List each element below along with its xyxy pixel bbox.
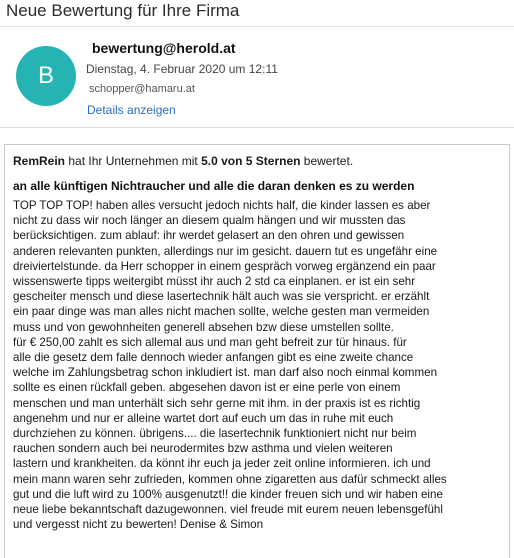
review-headline: an alle künftigen Nichtraucher und alle die daran denken es zu werden: [13, 179, 415, 193]
review-line: angenehm und nur er alleine wartet dort auf euch um das in ruhe mit euch: [13, 411, 394, 425]
review-line: muss und von gewohnheiten generell absehen bzw diese umstellen sollte.: [13, 320, 394, 334]
message-divider: [0, 127, 514, 128]
review-line: alle die gesetz dem falle dennoch wieder anfangen gibt es eine zweite chance: [13, 351, 414, 365]
review-line: lastern und krankheiten. da könnt ihr euch ja jeder zeit online informieren. ich und: [13, 457, 431, 471]
review-line: nicht zu dass wir noch länger an diesem qualm hängen und wir mussten das: [13, 214, 406, 228]
rating-value: 5.0 von 5 Sternen: [201, 154, 301, 168]
email-date: Dienstag, 4. Februar 2020 um 12:11: [86, 62, 278, 76]
review-line: gescheiter mensch und diese lasertechnik hält auch was sie verspricht. er erzählt: [13, 290, 430, 304]
review-card: [4, 144, 510, 558]
review-line: welche im Zahlungsbetrag schon inkludiert ist. man darf also noch einmal kommen: [13, 366, 438, 380]
review-line: neue liebe bekanntschaft dazugewonnen. viel freude mit eurem neuen lebensgefühl: [13, 503, 443, 517]
review-line: rauchen sondern auch bei neurodermites bzw asthma und vielen weiteren: [13, 442, 393, 456]
review-line: für € 250,00 zahlt es sich allemal aus und man geht befreit zur tür hinaus. für: [13, 335, 407, 349]
rating-text-before: hat Ihr Unternehmen mit: [65, 154, 202, 168]
reviewer-name: RemRein: [13, 154, 66, 168]
email-subject: Neue Bewertung für Ihre Firma: [6, 1, 240, 20]
review-line: wissenswerte tipps weitergibt müsst ihr auch 2 std ca einplanen. er ist ein sehr: [13, 275, 416, 289]
review-line: ein paar dinge was man alles nicht machen sollte, welche gesten man vermeiden: [13, 305, 430, 319]
sender-avatar: B: [16, 46, 76, 106]
rating-text-after: bewertet.: [300, 154, 354, 168]
header-divider: [0, 26, 514, 27]
review-body: [13, 198, 505, 532]
review-line: gut und die luft wird zu 100% ausgenutzt!! die kinder freuen sich und wir haben eine: [13, 487, 443, 501]
review-line: TOP TOP TOP! haben alles versucht jedoch nichts half, die kinder lassen es aber: [13, 199, 431, 212]
review-line: berücksichtigen. zum ablauf: ihr werdet gelasert an den ohren und gewissen: [13, 229, 405, 243]
review-line: menschen und man unterhält sich sehr gerne mit ihm. in der praxis ist es richtig: [13, 396, 421, 410]
sender-address[interactable]: bewertung@herold.at: [92, 40, 236, 56]
review-line: durchziehen zu können. übrigens.... die lasertechnik funktioniert nicht nur beim: [13, 427, 417, 441]
review-line: mein mann waren sehr zufrieden, kommen ohne zigaretten aus dafür schmeckt alles: [13, 472, 447, 486]
recipient-address[interactable]: schopper@hamaru.at: [89, 83, 195, 95]
review-line: anderen relevanten punkten, allerdings nur im gesicht. dauern tut es ungefähr eine: [13, 244, 438, 258]
review-line: dreiviertelstunde. da Herr schopper in einem gespräch vorweg ergänzend ein paar: [13, 259, 436, 273]
review-line: sollte es einen rückfall geben. abgesehen davon ist er eine perle von einem: [13, 381, 401, 395]
rating-summary: [13, 154, 353, 168]
details-link[interactable]: Details anzeigen: [87, 103, 176, 117]
review-line: und vergesst nicht zu bewerten! Denise & Simon: [13, 518, 264, 532]
